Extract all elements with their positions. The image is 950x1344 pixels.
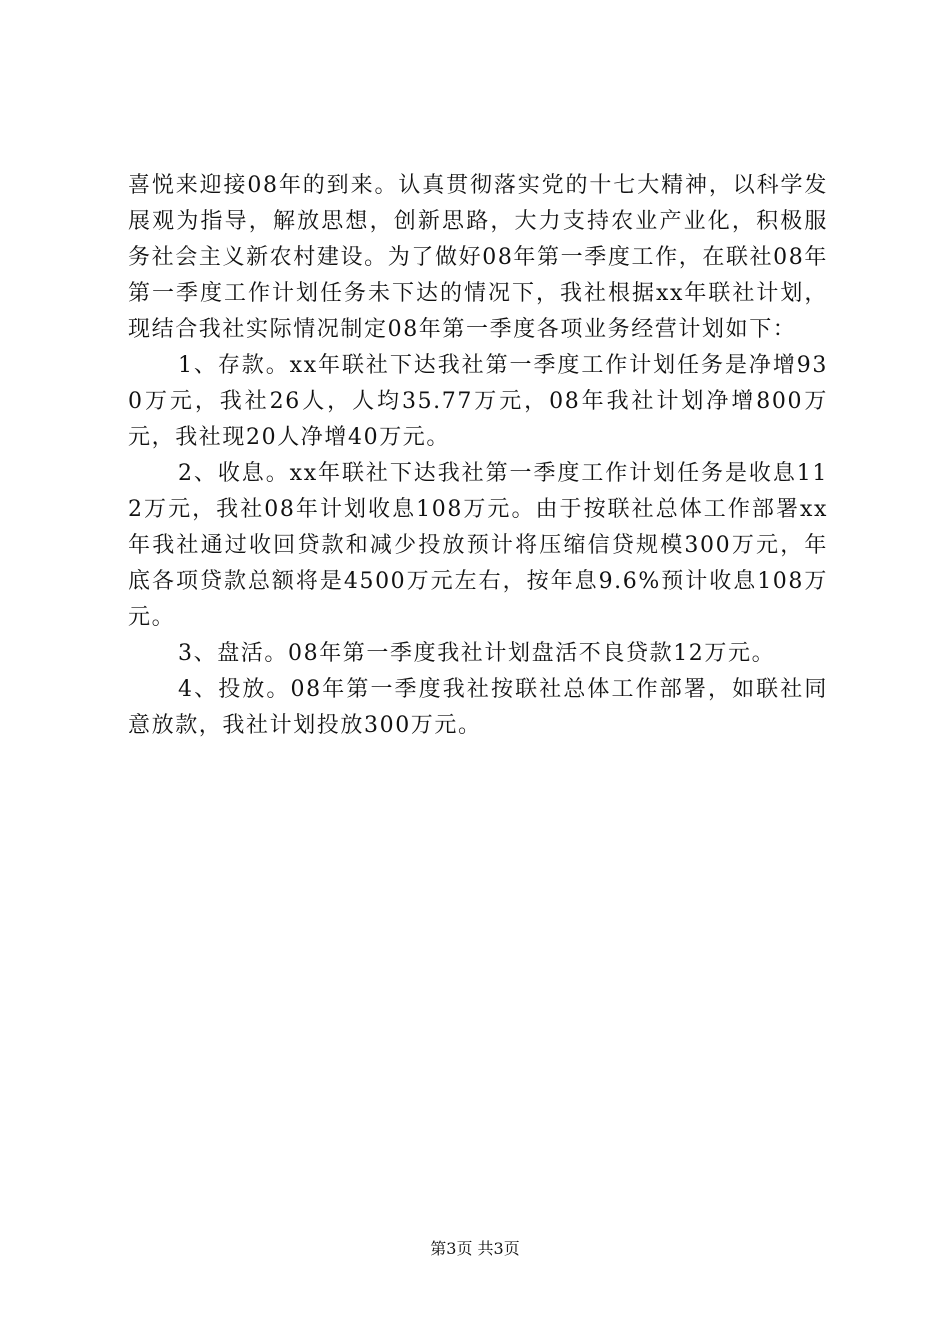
page-number-indicator: 第3页 共3页 (430, 1239, 520, 1258)
paragraph-recovery: 3、盘活。08年第一季度我社计划盘活不良贷款12万元。 (178, 641, 776, 666)
paragraph-deposits: 1、存款。xx年联社下达我社第一季度工作计划任务是净增930万元，我社26人，人均35.77万元，08年我社计划净增800万元，我社现20人净增40万元。 (128, 353, 828, 450)
paragraph-interest: 2、收息。xx年联社下达我社第一季度工作计划任务是收息112万元，我社08年计划收息108万元。由于按联社总体工作部署xx年我社通过收回贷款和减少投放预计将压缩信贷规模300万元，年底各项贷款总额将是4500万元左右，按年息9.6%预计收息108万元。 (128, 461, 828, 630)
paragraph-lending: 4、投放。08年第一季度我社按联社总体工作部署，如联社同意放款，我社计划投放300万元。 (128, 677, 828, 738)
document-body (128, 168, 828, 744)
page-footer (0, 1238, 950, 1260)
paragraph-intro: 喜悦来迎接08年的到来。认真贯彻落实党的十七大精神，以科学发展观为指导，解放思想，创新思路，大力支持农业产业化，积极服务社会主义新农村建设。为了做好08年第一季度工作，在联社08年第一季度工作计划任务未下达的情况下，我社根据xx年联社计划，现结合我社实际情况制定08年第一季度各项业务经营计划如下： (128, 173, 828, 342)
